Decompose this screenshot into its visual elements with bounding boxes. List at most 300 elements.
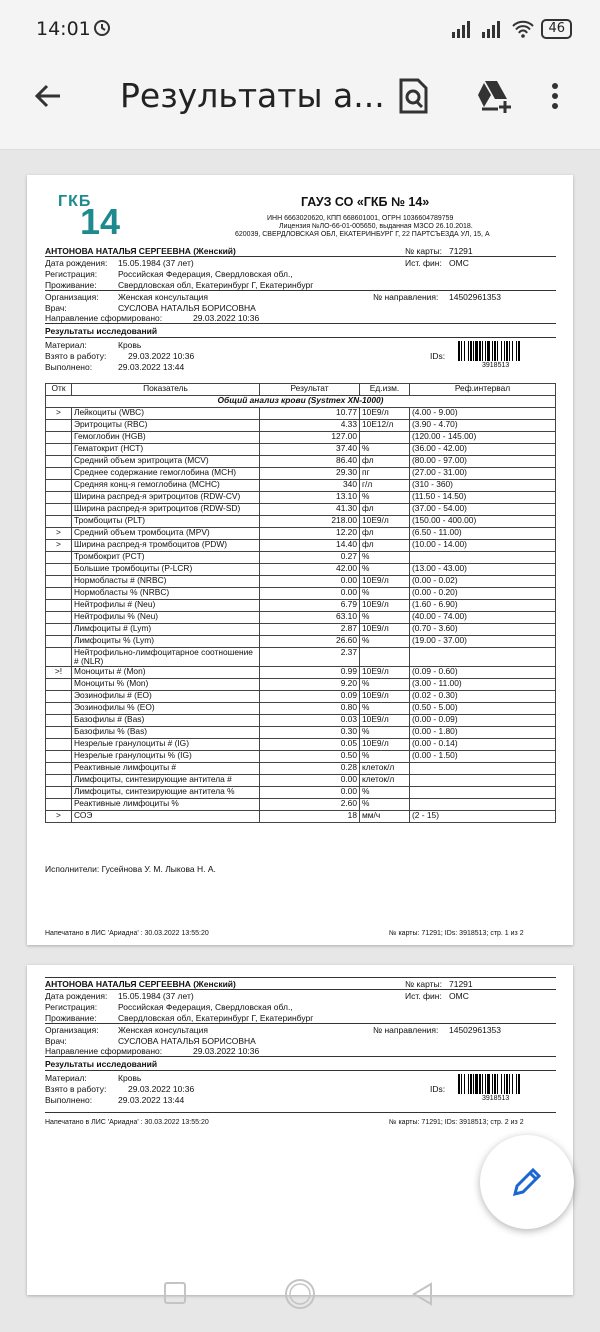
result-cell: 2.60 — [260, 799, 360, 811]
barcode-bar — [518, 1074, 520, 1094]
unit-cell: 10E9/л — [360, 576, 410, 588]
dob-label: Дата рождения: — [45, 991, 108, 1001]
table-row — [46, 528, 556, 540]
reference-cell: (37.00 - 54.00) — [410, 504, 556, 516]
flag-cell — [46, 588, 72, 600]
table-row — [46, 715, 556, 727]
barcode — [458, 1074, 538, 1094]
barcode-bar — [487, 341, 490, 361]
flag-cell — [46, 636, 72, 648]
reference-cell: (0.00 - 0.14) — [410, 739, 556, 751]
more-options-icon[interactable] — [545, 76, 565, 116]
reference-cell: (0.09 - 0.60) — [410, 667, 556, 679]
result-cell: 63.10 — [260, 612, 360, 624]
flag-cell: > — [46, 408, 72, 420]
flag-cell — [46, 648, 72, 667]
barcode-bar — [504, 1074, 505, 1094]
flag-cell — [46, 612, 72, 624]
parameter-cell: Средний объем эритроцита (MCV) — [72, 456, 260, 468]
col-header: Показатель — [72, 384, 260, 396]
table-row — [46, 799, 556, 811]
barcode-bar — [464, 341, 465, 361]
result-cell: 2.37 — [260, 648, 360, 667]
done-label: Выполнено: — [45, 1095, 93, 1105]
parameter-cell: Среднее содержание гемоглобина (MCH) — [72, 468, 260, 480]
parameter-cell: Эритроциты (RBC) — [72, 420, 260, 432]
divider — [45, 1056, 556, 1057]
unit-cell: 10E12/л — [360, 420, 410, 432]
unit-cell: фл — [360, 504, 410, 516]
unit-cell: % — [360, 799, 410, 811]
flag-cell — [46, 727, 72, 739]
barcode-bar — [479, 341, 481, 361]
parameter-cell: Нормобласты # (NRBC) — [72, 576, 260, 588]
reg-value: Российская Федерация, Свердловская обл., — [118, 269, 293, 279]
reference-cell: (27.00 - 31.00) — [410, 468, 556, 480]
parameter-cell: Незрелые гранулоциты % (IG) — [72, 751, 260, 763]
table-row — [46, 763, 556, 775]
parameter-cell: Средний объем тромбоцита (MPV) — [72, 528, 260, 540]
reference-cell — [410, 799, 556, 811]
parameter-cell: Нормобласты % (NRBC) — [72, 588, 260, 600]
dob-value: 15.05.1984 (37 лет) — [118, 258, 194, 268]
result-cell: 0.00 — [260, 787, 360, 799]
print-footer: Напечатано в ЛИС 'Ариадна' : 30.03.2022 13:55:20 — [45, 1119, 209, 1126]
fin-label: Ист. фин: — [405, 991, 442, 1001]
unit-cell: фл — [360, 456, 410, 468]
result-cell: 42.00 — [260, 564, 360, 576]
unit-cell: % — [360, 727, 410, 739]
result-cell: 4.33 — [260, 420, 360, 432]
flag-cell — [46, 691, 72, 703]
page-footer-2: № карты: 71291; IDs: 3918513; стр. 2 из 2 — [389, 1119, 524, 1126]
flag-cell: >! — [46, 667, 72, 679]
table-row — [46, 612, 556, 624]
result-cell: 0.09 — [260, 691, 360, 703]
table-row — [46, 648, 556, 667]
material-label: Материал: — [45, 340, 87, 350]
reference-cell: (120.00 - 145.00) — [410, 432, 556, 444]
barcode-bar — [509, 1074, 510, 1094]
barcode-bar — [497, 341, 498, 361]
signal-icon-2 — [481, 20, 505, 38]
reference-cell: (80.00 - 97.00) — [410, 456, 556, 468]
table-row — [46, 667, 556, 679]
result-cell: 127.00 — [260, 432, 360, 444]
table-row — [46, 703, 556, 715]
formed-value: 29.03.2022 10:36 — [193, 313, 260, 323]
reference-cell: (310 - 360) — [410, 480, 556, 492]
flag-cell — [46, 799, 72, 811]
flag-cell: > — [46, 540, 72, 552]
parameter-cell: Лимфоциты, синтезирующие антитела % — [72, 787, 260, 799]
parameter-cell: Ширина распред-я тромбоцитов (PDW) — [72, 540, 260, 552]
flag-cell — [46, 576, 72, 588]
back-nav-icon[interactable] — [411, 1282, 433, 1306]
barcode-bar — [485, 1074, 486, 1094]
barcode-bar — [497, 1074, 498, 1094]
reference-cell: (0.00 - 0.02) — [410, 576, 556, 588]
parameter-cell: Лейкоциты (WBC) — [72, 408, 260, 420]
patient-name: АНТОНОВА НАТАЛЬЯ СЕРГЕЕВНА (Женский) — [45, 246, 236, 256]
unit-cell: % — [360, 612, 410, 624]
parameter-cell: Гематокрит (HCT) — [72, 444, 260, 456]
result-cell: 0.99 — [260, 667, 360, 679]
doctor-name: СУСЛОВА НАТАЛЬЯ БОРИСОВНА — [118, 1036, 256, 1046]
reference-cell: (0.00 - 0.09) — [410, 715, 556, 727]
divider — [45, 977, 556, 978]
flag-cell — [46, 775, 72, 787]
parameter-cell: Базофилы # (Bas) — [72, 715, 260, 727]
divider — [45, 1023, 556, 1024]
result-cell: 0.05 — [260, 739, 360, 751]
table-row — [46, 408, 556, 420]
reference-cell: (11.50 - 14.50) — [410, 492, 556, 504]
taken-label: Взято в работу: — [45, 351, 107, 361]
card-number: 71291 — [449, 246, 473, 256]
reference-cell: (19.00 - 37.00) — [410, 636, 556, 648]
results-table — [45, 383, 556, 823]
divider — [45, 323, 556, 324]
back-arrow-icon[interactable] — [30, 78, 66, 114]
reference-cell: (1.60 - 6.90) — [410, 600, 556, 612]
flag-cell — [46, 492, 72, 504]
doctor-name: СУСЛОВА НАТАЛЬЯ БОРИСОВНА — [118, 303, 256, 313]
parameter-cell: Незрелые гранулоциты # (IG) — [72, 739, 260, 751]
parameter-cell: Нейтрофилы # (Neu) — [72, 600, 260, 612]
battery-indicator: 46 — [541, 19, 572, 39]
unit-cell: % — [360, 588, 410, 600]
parameter-cell: Ширина распред-я эритроцитов (RDW-CV) — [72, 492, 260, 504]
material-value: Кровь — [118, 1073, 142, 1083]
clock: 14:01 — [36, 18, 91, 40]
divider — [45, 256, 556, 257]
result-cell: 14.40 — [260, 540, 360, 552]
result-cell: 0.00 — [260, 588, 360, 600]
result-cell: 2.87 — [260, 624, 360, 636]
barcode-bar — [485, 341, 486, 361]
hospital-logo-text: ГКБ — [58, 193, 92, 210]
unit-cell: % — [360, 703, 410, 715]
wifi-icon — [511, 20, 535, 38]
table-row — [46, 576, 556, 588]
flag-cell — [46, 480, 72, 492]
dob-value: 15.05.1984 (37 лет) — [118, 991, 194, 1001]
unit-cell: 10E9/л — [360, 715, 410, 727]
unit-cell: % — [360, 564, 410, 576]
unit-cell: 10E9/л — [360, 624, 410, 636]
result-cell: 0.80 — [260, 703, 360, 715]
taken-value: 29.03.2022 10:36 — [128, 351, 195, 361]
done-value: 29.03.2022 13:44 — [118, 1095, 185, 1105]
flag-cell: > — [46, 528, 72, 540]
parameter-cell: Лимфоциты # (Lym) — [72, 624, 260, 636]
table-row — [46, 636, 556, 648]
parameter-cell: Средняя конц-я гемоглобина (MCHC) — [72, 480, 260, 492]
print-footer: Напечатано в ЛИС 'Ариадна' : 30.03.2022 13:55:20 — [45, 930, 209, 937]
unit-cell: 10E9/л — [360, 739, 410, 751]
reference-cell: (0.02 - 0.30) — [410, 691, 556, 703]
parameter-cell: Тромбокрит (PCT) — [72, 552, 260, 564]
table-row — [46, 432, 556, 444]
parameter-cell: Реактивные лимфоциты % — [72, 799, 260, 811]
flag-cell — [46, 516, 72, 528]
reference-cell — [410, 763, 556, 775]
table-row — [46, 727, 556, 739]
unit-cell: 10E9/л — [360, 691, 410, 703]
barcode-bar — [492, 341, 493, 361]
flag-cell — [46, 444, 72, 456]
flag-cell — [46, 456, 72, 468]
direction-label: № направления: — [373, 292, 439, 302]
reference-cell: (2 - 15) — [410, 811, 556, 823]
table-row — [46, 588, 556, 600]
col-header: Результат — [260, 384, 360, 396]
table-row — [46, 492, 556, 504]
parameter-cell: Нейтрофилы % (Neu) — [72, 612, 260, 624]
material-label: Материал: — [45, 1073, 87, 1083]
reference-cell: (0.00 - 1.80) — [410, 727, 556, 739]
barcode-bar — [479, 1074, 481, 1094]
table-row — [46, 456, 556, 468]
table-row — [46, 787, 556, 799]
parameter-cell: Реактивные лимфоциты # — [72, 763, 260, 775]
unit-cell: % — [360, 751, 410, 763]
live-value: Свердловская обл, Екатеринбург Г, Екатеринбург — [118, 280, 314, 290]
barcode-bar — [492, 1074, 493, 1094]
flag-cell — [46, 679, 72, 691]
unit-cell: г/л — [360, 480, 410, 492]
unit-cell: % — [360, 679, 410, 691]
reference-cell: (6.50 - 11.00) — [410, 528, 556, 540]
barcode-bar — [468, 341, 469, 361]
barcode-bar — [461, 1074, 462, 1094]
edit-button[interactable] — [480, 1135, 574, 1229]
table-row — [46, 691, 556, 703]
table-row — [46, 679, 556, 691]
barcode-bar — [470, 341, 472, 361]
result-cell: 13.10 — [260, 492, 360, 504]
flag-cell — [46, 432, 72, 444]
flag-cell — [46, 787, 72, 799]
reg-label: Регистрация: — [45, 269, 98, 279]
table-row — [46, 444, 556, 456]
unit-cell: клеток/л — [360, 763, 410, 775]
barcode-bar — [461, 341, 462, 361]
flag-cell — [46, 715, 72, 727]
taken-value: 29.03.2022 10:36 — [128, 1084, 195, 1094]
barcode-bar — [473, 341, 474, 361]
ids-value: 3918513 — [482, 1095, 510, 1102]
reference-cell: (0.00 - 0.20) — [410, 588, 556, 600]
unit-cell: пг — [360, 468, 410, 480]
parameter-cell: Моноциты % (Mon) — [72, 679, 260, 691]
barcode-bar — [506, 1074, 508, 1094]
ids-label: IDs: — [430, 351, 446, 361]
unit-cell: фл — [360, 528, 410, 540]
org-label: Организация: — [45, 1025, 99, 1035]
result-cell: 0.00 — [260, 775, 360, 787]
barcode-bar — [509, 341, 510, 361]
doctor-label: Врач: — [45, 1036, 67, 1046]
reference-cell: (0.00 - 1.50) — [410, 751, 556, 763]
barcode-bar — [458, 341, 460, 361]
barcode-bar — [494, 1074, 496, 1094]
reference-cell: (13.00 - 43.00) — [410, 564, 556, 576]
result-cell: 10.77 — [260, 408, 360, 420]
reference-cell — [410, 648, 556, 667]
ids-label: IDs: — [430, 1084, 446, 1094]
card-number: 71291 — [449, 979, 473, 989]
result-cell: 41.30 — [260, 504, 360, 516]
reference-cell: (150.00 - 400.00) — [410, 516, 556, 528]
barcode-bar — [501, 341, 502, 361]
parameter-cell: СОЭ — [72, 811, 260, 823]
done-value: 29.03.2022 13:44 — [118, 362, 185, 372]
add-to-drive-icon[interactable] — [472, 76, 512, 116]
divider — [45, 337, 556, 338]
flag-cell — [46, 751, 72, 763]
flag-cell: > — [46, 811, 72, 823]
group-title: Общий анализ крови (Systmex XN-1000) — [46, 396, 556, 408]
formed-label: Направление сформировано: — [45, 1046, 163, 1056]
page-footer-1: № карты: 71291; IDs: 3918513; стр. 1 из 2 — [389, 930, 524, 937]
done-label: Выполнено: — [45, 362, 93, 372]
dob-label: Дата рождения: — [45, 258, 108, 268]
unit-cell: % — [360, 636, 410, 648]
divider — [45, 989, 556, 990]
pencil-icon — [509, 1164, 545, 1200]
table-row — [46, 564, 556, 576]
barcode-bar — [487, 1074, 490, 1094]
hospital-logo-number: 14 — [80, 201, 121, 242]
barcode-bar — [458, 1074, 460, 1094]
col-header: Ед.изм. — [360, 384, 410, 396]
unit-cell: мм/ч — [360, 811, 410, 823]
org-line-2: Лицензия №ЛО-66-01-005650, выданная МЗСО 26.10.2018. — [279, 223, 473, 230]
result-cell: 0.50 — [260, 751, 360, 763]
parameter-cell: Тромбоциты (PLT) — [72, 516, 260, 528]
parameter-cell: Лимфоциты % (Lym) — [72, 636, 260, 648]
results-title: Результаты исследований — [45, 1059, 158, 1069]
reference-cell: (0.70 - 3.60) — [410, 624, 556, 636]
results-title: Результаты исследований — [45, 326, 158, 336]
taken-label: Взято в работу: — [45, 1084, 107, 1094]
col-header: Реф.интервал — [410, 384, 556, 396]
result-cell: 26.60 — [260, 636, 360, 648]
barcode-bar — [494, 341, 496, 361]
fin-label: Ист. фин: — [405, 258, 442, 268]
result-cell: 0.03 — [260, 715, 360, 727]
status-bar — [0, 0, 600, 58]
unit-cell — [360, 432, 410, 444]
navigation-bar — [0, 1255, 600, 1332]
app-bar — [0, 58, 600, 150]
barcode-bar — [501, 1074, 502, 1094]
barcode-bar — [512, 1074, 513, 1094]
table-row — [46, 504, 556, 516]
reference-cell: (4.00 - 9.00) — [410, 408, 556, 420]
direction-number: 14502961353 — [449, 1025, 502, 1035]
live-value: Свердловская обл, Екатеринбург Г, Екатеринбург — [118, 1013, 314, 1023]
unit-cell: 10E9/л — [360, 600, 410, 612]
divider — [45, 290, 556, 291]
reg-value: Российская Федерация, Свердловская обл., — [118, 1002, 293, 1012]
barcode-bar — [464, 1074, 465, 1094]
flag-cell — [46, 624, 72, 636]
fin-value: ОМС — [449, 991, 469, 1001]
performers: Исполнители: Гусейнова У. М. Лыкова Н. А. — [45, 864, 216, 874]
parameter-cell: Ширина распред-я эритроцитов (RDW-SD) — [72, 504, 260, 516]
card-label: № карты: — [405, 246, 443, 256]
parameter-cell: Эозинофилы # (EO) — [72, 691, 260, 703]
reference-cell: (40.00 - 74.00) — [410, 612, 556, 624]
barcode-bar — [470, 1074, 472, 1094]
formed-label: Направление сформировано: — [45, 313, 163, 323]
table-row — [46, 811, 556, 823]
parameter-cell: Базофилы % (Bas) — [72, 727, 260, 739]
parameter-cell: Эозинофилы % (EO) — [72, 703, 260, 715]
signal-icon — [451, 20, 475, 38]
recents-icon[interactable] — [164, 1282, 186, 1304]
result-cell: 6.79 — [260, 600, 360, 612]
table-row — [46, 420, 556, 432]
result-cell: 0.28 — [260, 763, 360, 775]
flag-cell — [46, 763, 72, 775]
direction-number: 14502961353 — [449, 292, 502, 302]
table-row — [46, 751, 556, 763]
unit-cell: фл — [360, 540, 410, 552]
parameter-cell: Моноциты # (Mon) — [72, 667, 260, 679]
table-row — [46, 600, 556, 612]
barcode-bar — [475, 1074, 478, 1094]
parameter-cell: Лимфоциты, синтезирующие антитела # — [72, 775, 260, 787]
table-row — [46, 516, 556, 528]
result-cell: 86.40 — [260, 456, 360, 468]
unit-cell: 10E9/л — [360, 667, 410, 679]
barcode-bar — [516, 1074, 517, 1094]
table-row — [46, 540, 556, 552]
home-icon[interactable] — [284, 1278, 316, 1310]
material-value: Кровь — [118, 340, 142, 350]
table-row — [46, 739, 556, 751]
live-label: Проживание: — [45, 1013, 97, 1023]
search-in-document-icon[interactable] — [393, 76, 433, 116]
barcode-bar — [504, 341, 505, 361]
table-row — [46, 480, 556, 492]
unit-cell: клеток/л — [360, 775, 410, 787]
flag-cell — [46, 468, 72, 480]
ids-value: 3918513 — [482, 362, 510, 369]
col-header: Отк — [46, 384, 72, 396]
doctor-label: Врач: — [45, 303, 67, 313]
flag-cell — [46, 703, 72, 715]
barcode — [458, 341, 538, 361]
org-label: Организация: — [45, 292, 99, 302]
card-label: № карты: — [405, 979, 443, 989]
org-line-1: ИНН 6663020620, КПП 668601001, ОГРН 1036604789759 — [267, 215, 454, 222]
formed-value: 29.03.2022 10:36 — [193, 1046, 260, 1056]
unit-cell: % — [360, 552, 410, 564]
table-header-row — [46, 384, 556, 396]
flag-cell — [46, 552, 72, 564]
barcode-bar — [512, 341, 513, 361]
flag-cell — [46, 504, 72, 516]
table-row — [46, 624, 556, 636]
result-cell: 0.27 — [260, 552, 360, 564]
barcode-bar — [482, 341, 483, 361]
flag-cell — [46, 600, 72, 612]
